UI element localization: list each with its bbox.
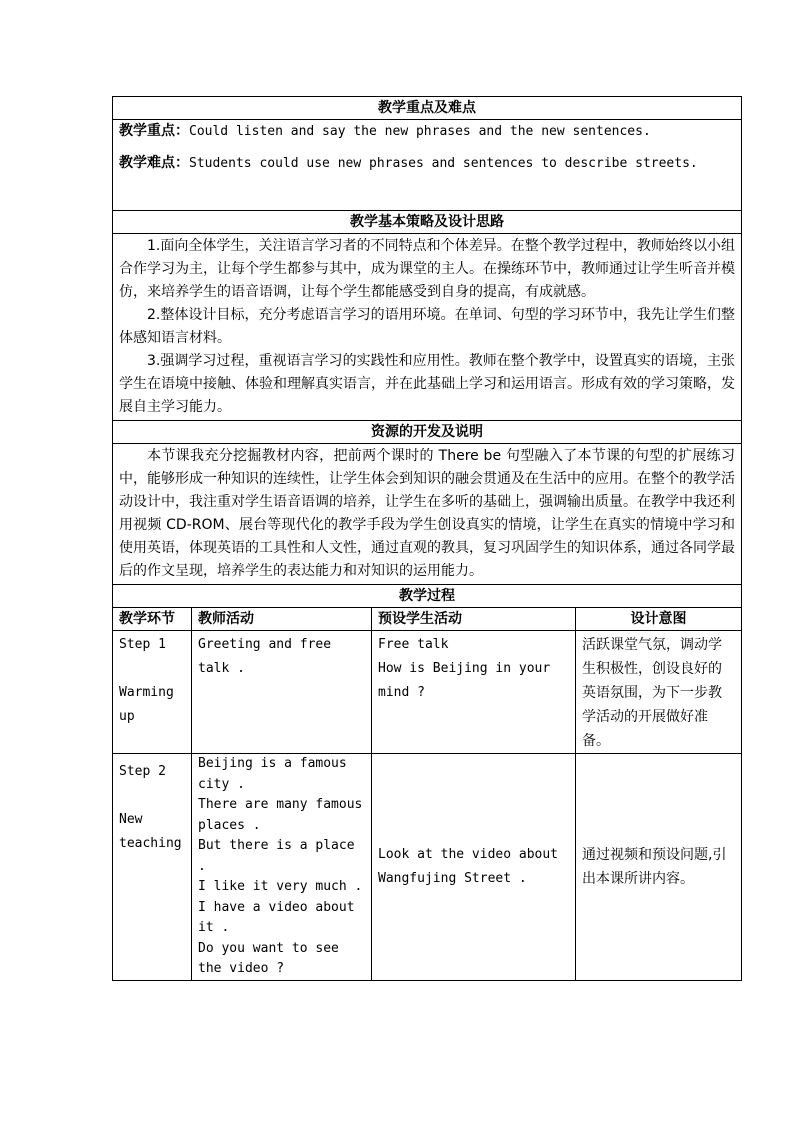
col-header-intent: 设计意图: [576, 608, 742, 631]
row2-intent-text: 通过视频和预设问题,引出本课所讲内容。: [582, 846, 727, 887]
row1-teacher-line-1: Greeting and free talk .: [198, 637, 332, 676]
col-header-stage: 教学环节: [113, 608, 192, 631]
strategy-paragraph-2: 2.整体设计目标，充分考虑语言学习的语用环境。在单词、句型的学习环节中，我先让学生们整体感知语言材料。: [119, 307, 735, 346]
row2-teacher-line-6: Do you want to see the video ?: [198, 940, 339, 976]
col-header-teacher: 教师活动: [192, 608, 372, 631]
row2-teacher: [192, 754, 372, 981]
row2-stage-name: New teaching: [119, 812, 182, 851]
row2-teacher-line-4: I like it very much .: [198, 879, 363, 894]
table-row: [113, 631, 742, 754]
difficult-point-text: Students could use new phrases and sentences to describe streets.: [189, 156, 698, 171]
focus-title: 教学重点及难点: [113, 97, 742, 120]
resources-content: [113, 444, 742, 585]
key-point-label: 教学重点：: [119, 123, 189, 139]
resources-title: 资源的开发及说明: [113, 421, 742, 444]
row1-stage: [113, 631, 192, 754]
focus-content: [113, 120, 742, 211]
row1-student-line-2: How is Beijing in your mind ?: [378, 661, 551, 700]
row1-step: Step 1: [119, 637, 166, 652]
key-point-text: Could listen and say the new phrases and the new sentences.: [189, 124, 651, 139]
row2-step: Step 2: [119, 764, 166, 779]
strategy-content: [113, 234, 742, 421]
difficult-point-line: [119, 152, 735, 175]
table-row: [113, 754, 742, 981]
row2-student-line-1: Look at the video about Wangfujing Street .: [378, 846, 559, 886]
resources-paragraph: 本节课我充分挖掘教材内容，把前两个课时的 There be 句型融入了本节课的句型的扩展练习中，能够形成一种知识的连续性，让学生体会到知识的融会贯通及在生活中的应用。在整个的教学活动设计中，我注重对学生语音语调的培养，让学生在多听的基础上，强调输出质量。在教学中我还利用视频 CD-ROM、展台等现代化的教学手段为学生创设真实的情境，让学生在真实的情境中学习和使用英语，体现英语的工具性和人文性，通过直观的教具，复习巩固学生的知识体系，通过各同学最后的作文呈现，培养学生的表达能力和对知识的运用能力。: [119, 448, 735, 579]
key-point-line: [119, 120, 735, 143]
row1-intent-text: 活跃课堂气氛，调动学生积极性，创设良好的英语氛围，为下一步教学活动的开展做好准备。: [582, 637, 722, 749]
row2-teacher-line-3: But there is a place .: [198, 838, 355, 874]
row1-student-line-1: Free talk: [378, 637, 449, 652]
row1-teacher: [192, 631, 372, 754]
strategy-title: 教学基本策略及设计思路: [113, 211, 742, 234]
row2-teacher-line-5: I have a video about it .: [198, 899, 355, 935]
process-title: 教学过程: [113, 585, 742, 608]
row1-stage-name: Warming up: [119, 685, 174, 724]
strategy-paragraph-1: 1.面向全体学生，关注语言学习者的不同特点和个体差异。在整个教学过程中，教师始终以小组合作学习为主，让每个学生都参与其中，成为课堂的主人。在操练环节中，教师通过让学生听音并模仿，来培养学生的语音语调，让每个学生都能感受到自身的提高，有成就感。: [119, 238, 735, 300]
row1-student: [372, 631, 576, 754]
row2-stage: [113, 754, 192, 981]
col-header-student: 预设学生活动: [372, 608, 576, 631]
row2-student: [372, 754, 576, 981]
strategy-paragraph-3: 3.强调学习过程，重视语言学习的实践性和应用性。教师在整个教学中，设置真实的语境，主张学生在语境中接触、体验和理解真实语言，并在此基础上学习和运用语言。形成有效的学习策略，发展自主学习能力。: [119, 353, 735, 415]
row2-teacher-line-1: Beijing is a famous city .: [198, 756, 347, 792]
difficult-point-label: 教学难点：: [119, 155, 189, 171]
lesson-plan-table: [112, 96, 742, 981]
row2-teacher-line-2: There are many famous places .: [198, 797, 363, 833]
row2-intent: [576, 754, 742, 981]
row1-intent: [576, 631, 742, 754]
